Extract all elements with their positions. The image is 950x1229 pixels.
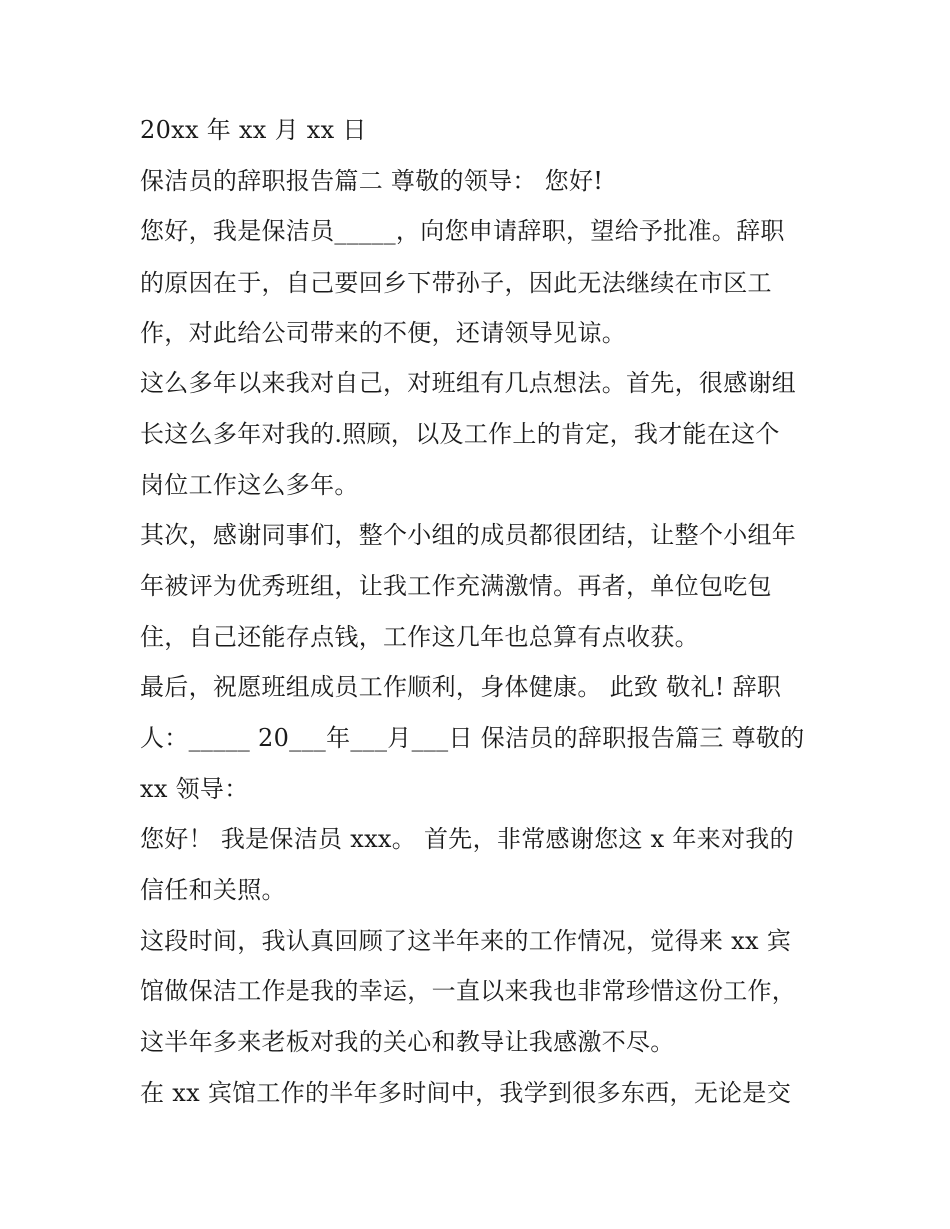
text-line: 这半年多来老板对我的关心和教导让我感激不尽。 (140, 1028, 675, 1056)
text-line: 您好！ 我是保洁员 xxx。 首先，非常感谢您这 x 年来对我的 (140, 825, 794, 853)
text-line: 人：_____ 20___年___月___日 保洁员的辞职报告篇三 尊敬的 (140, 724, 805, 752)
text-line: 长这么多年对我的.照顾，以及工作上的肯定，我才能在这个 (140, 420, 780, 448)
text-line: 住，自己还能存点钱，工作这几年也总算有点收获。 (140, 623, 699, 651)
text-line: 作，对此给公司带来的不便，还请领导见谅。 (140, 319, 626, 347)
text-line: 您好，我是保洁员_____，向您申请辞职，望给予批准。辞职 (140, 217, 785, 245)
text-line: 年被评为优秀班组，让我工作充满激情。再者，单位包吃包 (140, 572, 772, 600)
text-line: 其次，感谢同事们，整个小组的成员都很团结，让整个小组年 (140, 521, 797, 549)
text-line: 在 xx 宾馆工作的半年多时间中，我学到很多东西，无论是交 (140, 1079, 792, 1107)
text-line: 最后，祝愿班组成员工作顺利，身体健康。 此致 敬礼! 辞职 (140, 673, 782, 701)
text-line: 这段时间，我认真回顾了这半年来的工作情况，觉得来 xx 宾 (140, 927, 792, 955)
text-line: 这么多年以来我对自己，对班组有几点想法。首先，很感谢组 (140, 369, 797, 397)
text-line: 馆做保洁工作是我的幸运，一直以来我也非常珍惜这份工作， (140, 977, 797, 1005)
section-heading-line: 保洁员的辞职报告篇二 尊敬的领导： 您好! (140, 167, 604, 195)
text-line: 信任和关照。 (140, 876, 286, 904)
text-line: 岗位工作这么多年。 (140, 471, 359, 499)
date-line: 20xx 年 xx 月 xx 日 (140, 116, 367, 144)
text-line: xx 领导： (140, 775, 249, 803)
text-line: 的原因在于，自己要回乡下带孙子，因此无法继续在市区工 (140, 269, 772, 297)
